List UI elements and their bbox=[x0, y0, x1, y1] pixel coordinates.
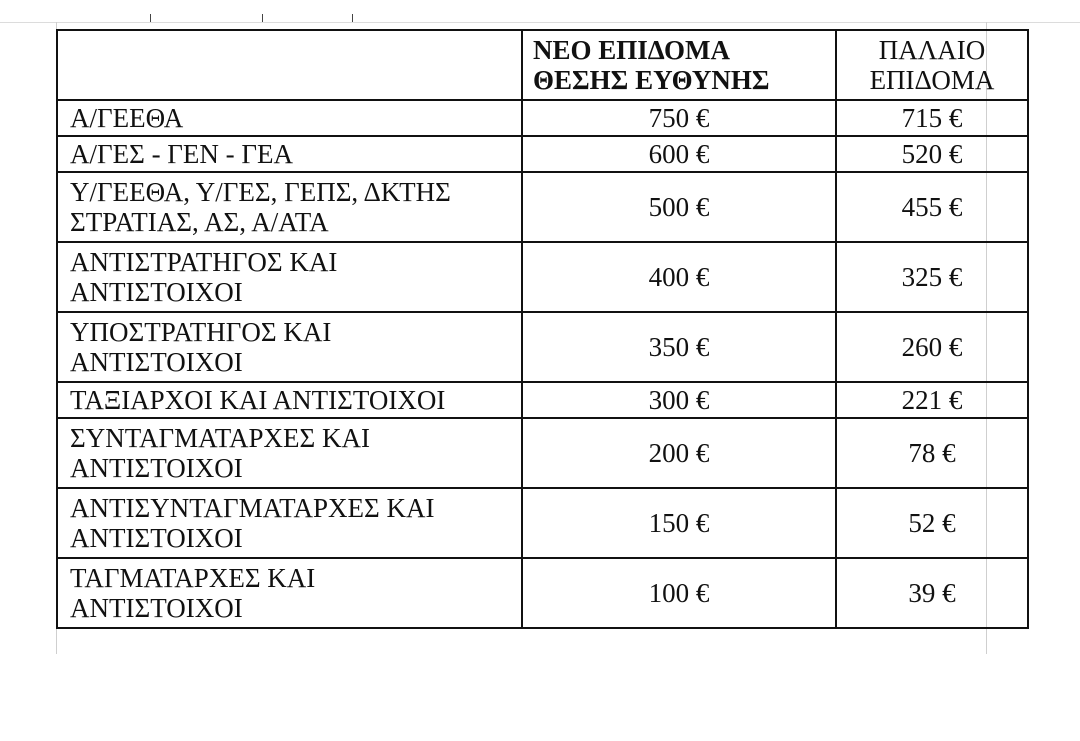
rank-cell bbox=[57, 312, 522, 382]
header-old-allowance bbox=[836, 30, 1028, 100]
new-allowance-cell: 150 € bbox=[522, 488, 836, 558]
table-row bbox=[57, 242, 1028, 312]
old-allowance-cell: 39 € bbox=[836, 558, 1028, 628]
old-allowance-cell: 221 € bbox=[836, 382, 1028, 418]
rank-line: ΤΑΞΙΑΡΧΟΙ ΚΑΙ ΑΝΤΙΣΤΟΙΧΟΙ bbox=[70, 385, 446, 415]
rank-line: ΑΝΤΙΣΤΟΙΧΟΙ bbox=[70, 523, 243, 553]
new-allowance-cell: 300 € bbox=[522, 382, 836, 418]
old-allowance-cell: 78 € bbox=[836, 418, 1028, 488]
old-allowance-cell: 715 € bbox=[836, 100, 1028, 136]
old-allowance-cell: 325 € bbox=[836, 242, 1028, 312]
new-allowance-cell: 400 € bbox=[522, 242, 836, 312]
rank-line: Α/ΓΕΣ - ΓΕΝ - ΓΕΑ bbox=[70, 139, 294, 169]
rank-line: ΑΝΤΙΣΤΟΙΧΟΙ bbox=[70, 347, 243, 377]
rank-line: ΣΥΝΤΑΓΜΑΤΑΡΧΕΣ ΚΑΙ bbox=[70, 423, 370, 453]
rank-cell bbox=[57, 488, 522, 558]
rank-line: ΤΑΓΜΑΤΑΡΧΕΣ ΚΑΙ bbox=[70, 563, 316, 593]
rank-line: Υ/ΓΕΕΘΑ, Υ/ΓΕΣ, ΓΕΠΣ, ΔΚΤΗΣ bbox=[70, 177, 451, 207]
table-row bbox=[57, 558, 1028, 628]
rank-line: ΑΝΤΙΣΤΟΙΧΟΙ bbox=[70, 277, 243, 307]
new-allowance-cell: 500 € bbox=[522, 172, 836, 242]
rank-cell bbox=[57, 136, 522, 172]
rank-line: ΑΝΤΙΣΤΟΙΧΟΙ bbox=[70, 453, 243, 483]
new-allowance-cell: 100 € bbox=[522, 558, 836, 628]
table-row bbox=[57, 100, 1028, 136]
table-header-row bbox=[57, 30, 1028, 100]
header-rank-cell bbox=[57, 30, 522, 100]
new-allowance-cell: 750 € bbox=[522, 100, 836, 136]
sheet-tick bbox=[262, 14, 263, 22]
rank-line: ΣΤΡΑΤΙΑΣ, ΑΣ, Α/ΑΤΑ bbox=[70, 207, 329, 237]
old-allowance-cell: 52 € bbox=[836, 488, 1028, 558]
rank-line: Α/ΓΕΕΘΑ bbox=[70, 103, 184, 133]
header-old-line-1: ΠΑΛΑΙΟ bbox=[878, 35, 986, 65]
rank-cell bbox=[57, 172, 522, 242]
table-row bbox=[57, 312, 1028, 382]
allowance-table bbox=[56, 29, 1029, 629]
header-old-line-2: ΕΠΙΔΟΜΑ bbox=[869, 65, 995, 95]
sheet-gridline-top bbox=[0, 22, 1080, 23]
rank-cell bbox=[57, 100, 522, 136]
rank-cell bbox=[57, 558, 522, 628]
rank-line: ΥΠΟΣΤΡΑΤΗΓΟΣ ΚΑΙ bbox=[70, 317, 332, 347]
rank-cell bbox=[57, 242, 522, 312]
header-new-allowance bbox=[522, 30, 836, 100]
header-new-line-1: ΝΕΟ ΕΠΙΔΟΜΑ bbox=[533, 35, 731, 65]
new-allowance-cell: 200 € bbox=[522, 418, 836, 488]
new-allowance-cell: 600 € bbox=[522, 136, 836, 172]
rank-cell bbox=[57, 418, 522, 488]
rank-line: ΑΝΤΙΣΤΟΙΧΟΙ bbox=[70, 593, 243, 623]
rank-cell bbox=[57, 382, 522, 418]
sheet-tick bbox=[352, 14, 353, 22]
old-allowance-cell: 455 € bbox=[836, 172, 1028, 242]
sheet-tick bbox=[150, 14, 151, 22]
rank-line: ΑΝΤΙΣΥΝΤΑΓΜΑΤΑΡΧΕΣ ΚΑΙ bbox=[70, 493, 435, 523]
old-allowance-cell: 260 € bbox=[836, 312, 1028, 382]
table-row bbox=[57, 136, 1028, 172]
old-allowance-cell: 520 € bbox=[836, 136, 1028, 172]
table-row bbox=[57, 172, 1028, 242]
new-allowance-cell: 350 € bbox=[522, 312, 836, 382]
table-row bbox=[57, 382, 1028, 418]
rank-line: ΑΝΤΙΣΤΡΑΤΗΓΟΣ ΚΑΙ bbox=[70, 247, 338, 277]
table-row bbox=[57, 488, 1028, 558]
header-new-line-2: ΘΕΣΗΣ ΕΥΘΥΝΗΣ bbox=[533, 65, 770, 95]
table-row bbox=[57, 418, 1028, 488]
